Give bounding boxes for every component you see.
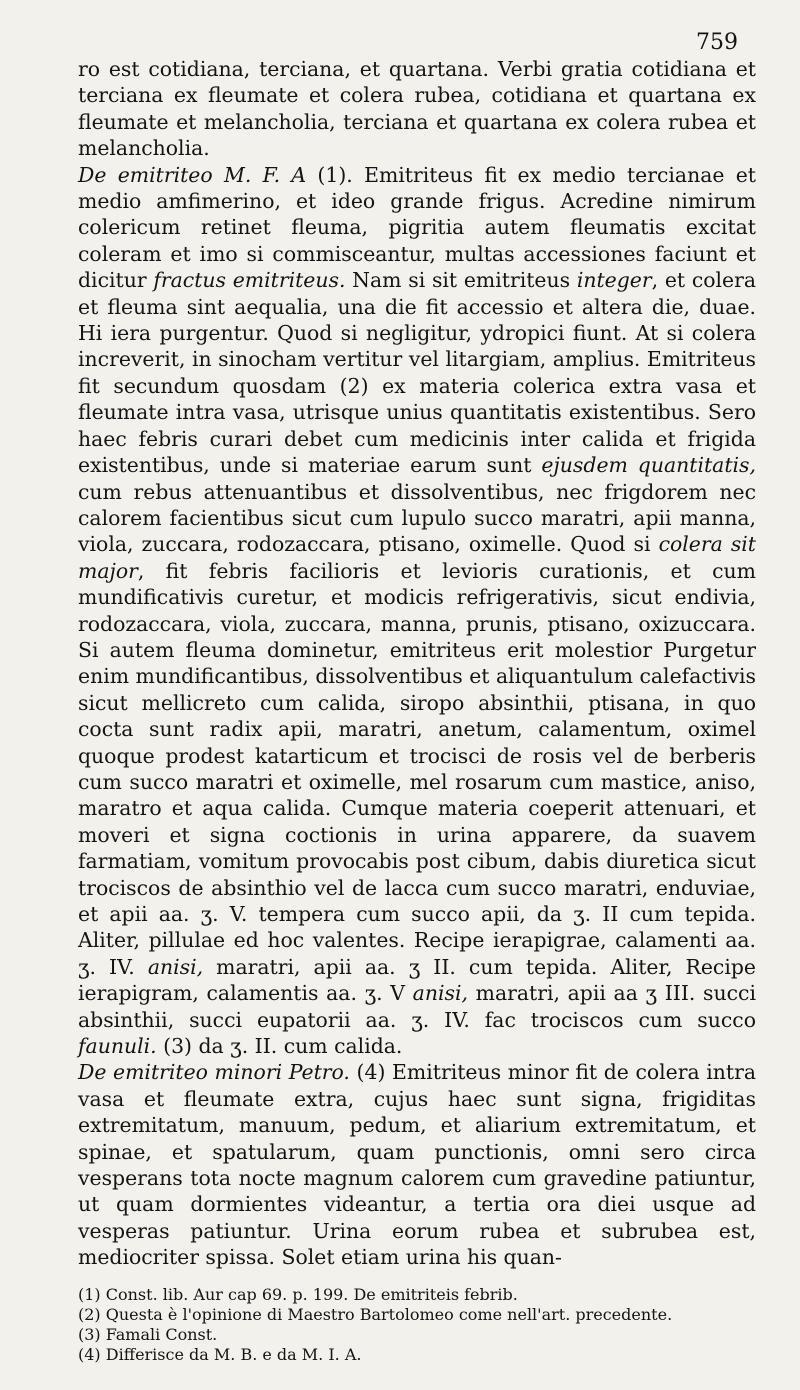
text-segment: (3) da ʒ. II. cum calida.	[156, 1034, 403, 1059]
footnote-2: (2) Questa è l'opinione di Maestro Bartolomeo come nell'art. precedente.	[78, 1304, 673, 1324]
text-segment: (4) Emitriteus minor fit de colera intra vasa et fleumate extra, cujus haec sunt signa, frigiditas extremitatum, manuum, pedum, et aliarium extremitatum, et spinae, et spatularum, quam punctionis, omni sero circa vesperans tota nocte magnum calorem cum gravedine patiuntur, ut quam dormientes videantur, a tertia ora diei usque ad vesperas patiuntur. Urina eorum rubea et subrubea est, mediocriter spissa. Solet etiam urina his quan-	[78, 1060, 757, 1270]
text-segment: cum rebus attenuantibus et dissolventibus, nec frigdorem nec calorem facientibus sicut cum lupulo succo maratri, apii manna, viola, zuccara, rodozaccara, ptisano, oximelle. Quod si	[78, 479, 756, 557]
body-text	[78, 56, 756, 1271]
text-segment: , et colera et fleuma sint aequalia, una die fit accessio et altera die, duae. Hi iera purgentur. Quod si negligitur, ydropici fiunt. At si colera increverit, in sinocham vertitur vel litargiam, amplius. Emitriteus fit secundum quosdam (2) ex materia colerica extra vasa et fleumate intra vasa, utrisque unius quantitatis existentibus. Sero haec febris curari debet cum medicinis inter calida et frigida existentibus, unde si materiae earum sunt	[78, 268, 757, 478]
italic-term: faunuli.	[78, 1034, 157, 1059]
italic-term: ejusdem quantitatis,	[541, 453, 756, 478]
section-heading: De emitriteo minori Petro.	[78, 1060, 350, 1085]
paragraph-3	[78, 1059, 756, 1270]
footnotes	[78, 1285, 756, 1365]
italic-term: anisi,	[412, 981, 468, 1006]
italic-term: integer	[576, 268, 652, 293]
paragraph-2	[78, 162, 756, 1060]
text-segment: ro est cotidiana, terciana, et quartana. Verbi gratia cotidiana et terciana ex fleumate et colera rubea, cotidiana et quartana ex fleumate et melancholia, terciana et quartana ex colera rubea et melancholia.	[78, 57, 756, 161]
italic-term: anisi,	[147, 954, 204, 979]
text-segment: Nam si sit emitriteus	[345, 268, 577, 293]
footnote-4: (4) Differisce da M. B. e da M. I. A.	[78, 1344, 362, 1364]
section-heading: De emitriteo M. F. A	[78, 162, 307, 187]
text-segment: maratri, apii aa ʒ III. succi absinthii, succi eupatorii aa. ʒ. IV. fac trociscos cum succo	[78, 981, 756, 1032]
italic-term: fractus emitriteus.	[153, 268, 346, 293]
italic-term: colera sit major	[78, 532, 756, 583]
text-segment: (1). Emitriteus fit ex medio tercianae et medio amfimerino, et ideo grande frigus. Acredine nimirum colericum retinet fleuma, pigritia autem fleumatis excitat coleram et imo si commisceantur, multas accessiones faciunt et dicitur	[78, 162, 756, 293]
paragraph-1	[78, 56, 756, 162]
footnote-3: (3) Famali Const.	[78, 1324, 218, 1344]
page-number: 759	[696, 30, 738, 55]
text-segment: maratri, apii aa. ʒ II. cum tepida. Aliter, Recipe ierapigram, calamentis aa. ʒ. V	[78, 954, 756, 1006]
footnote-1: (1) Const. lib. Aur cap 69. p. 199. De emitriteis febrib.	[78, 1284, 518, 1304]
text-segment: , fit febris facilioris et levioris curationis, et cum mundificativis curetur, et modicis refrigerativis, sicut endivia, rodozaccara, viola, zuccara, manna, prunis, ptisano, oxizuccara. Si autem fleuma dominetur, emitriteus erit molestior Purgetur enim mundificantibus, dissolventibus et aliquantulum calefactivis sicut mellicreto cum calida, siropo absinthii, ptisana, in quo cocta sunt radix apii, maratri, anetum, calamentum, oximel quoque prodest katarticum et trocisci de rosis vel de berberis cum succo maratri et oximelle, mel rosarum cum mastice, aniso, maratro et aqua calida. Cumque materia coeperit attenuari, et moveri et signa coctionis in urina apparere, da suavem farmatiam, vomitum provocabis post cibum, dabis diuretica sicut trociscos de absinthio vel de lacca cum succo maratri, enduviae, et apii aa. ʒ. V. tempera cum succo apii, da ʒ. II cum tepida. Aliter, pillulae ed hoc valentes. Recipe ierapigrae, calamenti aa. ʒ. IV.	[78, 558, 756, 979]
